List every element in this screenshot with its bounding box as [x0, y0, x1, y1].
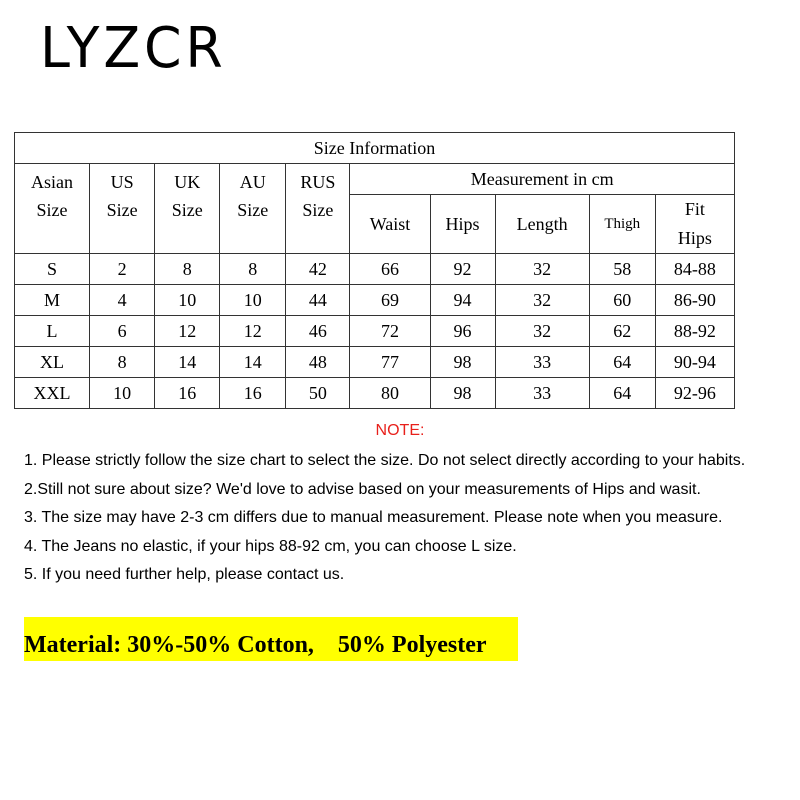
table-cell: 33 — [495, 378, 589, 409]
header-length: Length — [495, 195, 589, 254]
header-hips: Hips — [430, 195, 495, 254]
table-cell: 14 — [155, 347, 220, 378]
note-item: 2.Still not sure about size? We'd love to advise based on your measurements of Hips and wasit. — [24, 480, 701, 498]
table-cell: XXL — [15, 378, 90, 409]
header-us-line1: US — [110, 172, 134, 192]
table-cell: 8 — [90, 347, 155, 378]
material-banner: Material: 30%-50% Cotton, 50% Polyester — [24, 617, 518, 661]
table-cell: 4 — [90, 285, 155, 316]
header-asian-line2: Size — [36, 200, 68, 220]
header-rus-line2: Size — [302, 200, 334, 220]
header-thigh: Thigh — [589, 195, 655, 254]
header-waist: Waist — [350, 195, 430, 254]
table-cell: 48 — [286, 347, 350, 378]
notes-list — [24, 450, 745, 593]
header-uk-size — [155, 164, 220, 254]
table-cell: 8 — [155, 254, 220, 285]
table-cell: 46 — [286, 316, 350, 347]
table-cell: 62 — [589, 316, 655, 347]
table-cell: 10 — [155, 285, 220, 316]
note-item: 4. The Jeans no elastic, if your hips 88-92 cm, you can choose L size. — [24, 537, 517, 555]
header-uk-line1: UK — [174, 172, 201, 192]
header-us-line2: Size — [106, 200, 138, 220]
header-au-line1: AU — [239, 172, 266, 192]
table-cell: 32 — [495, 316, 589, 347]
table-cell: 16 — [220, 378, 286, 409]
table-row — [15, 347, 735, 378]
table-cell: 12 — [220, 316, 286, 347]
header-au-size — [220, 164, 286, 254]
brand-logo: LYZCR — [40, 16, 227, 81]
table-cell: 72 — [350, 316, 430, 347]
table-cell: 86-90 — [655, 285, 734, 316]
table-cell: 14 — [220, 347, 286, 378]
size-table — [14, 132, 735, 409]
table-cell: S — [15, 254, 90, 285]
header-uk-line2: Size — [171, 200, 203, 220]
header-au-line2: Size — [237, 200, 269, 220]
table-cell: 16 — [155, 378, 220, 409]
table-cell: M — [15, 285, 90, 316]
table-cell: 33 — [495, 347, 589, 378]
table-cell: 90-94 — [655, 347, 734, 378]
table-cell: 92 — [430, 254, 495, 285]
table-cell: 32 — [495, 254, 589, 285]
table-cell: 98 — [430, 378, 495, 409]
table-cell: 94 — [430, 285, 495, 316]
table-cell: 8 — [220, 254, 286, 285]
header-asian-size — [15, 164, 90, 254]
table-row — [15, 285, 735, 316]
table-cell: 98 — [430, 347, 495, 378]
header-rus-size — [286, 164, 350, 254]
table-cell: 58 — [589, 254, 655, 285]
table-cell: XL — [15, 347, 90, 378]
table-cell: 69 — [350, 285, 430, 316]
table-cell: 96 — [430, 316, 495, 347]
table-cell: 60 — [589, 285, 655, 316]
table-cell: 84-88 — [655, 254, 734, 285]
table-cell: 32 — [495, 285, 589, 316]
table-cell: 92-96 — [655, 378, 734, 409]
note-title: NOTE: — [375, 422, 425, 439]
table-cell: 10 — [220, 285, 286, 316]
table-cell: 77 — [350, 347, 430, 378]
note-item: 3. The size may have 2-3 cm differs due to manual measurement. Please note when you measure. — [24, 509, 723, 526]
header-rus-line1: RUS — [300, 172, 336, 192]
note-item: 1. Please strictly follow the size chart to select the size. Do not select directly according to your habits. — [24, 452, 746, 469]
header-fit-line1: Fit — [684, 199, 705, 219]
header-asian-line1: Asian — [31, 172, 74, 192]
table-cell: 64 — [589, 347, 655, 378]
table-cell: 88-92 — [655, 316, 734, 347]
header-fit-hips — [655, 195, 734, 254]
header-us-size — [90, 164, 155, 254]
table-cell: 2 — [90, 254, 155, 285]
table-cell: L — [15, 316, 90, 347]
table-cell: 6 — [90, 316, 155, 347]
table-cell: 42 — [286, 254, 350, 285]
measurement-header: Measurement in cm — [350, 164, 735, 195]
table-cell: 80 — [350, 378, 430, 409]
table-cell: 12 — [155, 316, 220, 347]
table-title: Size Information — [15, 133, 735, 164]
table-row — [15, 316, 735, 347]
table-cell: 44 — [286, 285, 350, 316]
table-row — [15, 254, 735, 285]
table-row — [15, 378, 735, 409]
table-cell: 10 — [90, 378, 155, 409]
table-cell: 66 — [350, 254, 430, 285]
table-cell: 50 — [286, 378, 350, 409]
note-item: 5. If you need further help, please contact us. — [24, 566, 345, 583]
table-cell: 64 — [589, 378, 655, 409]
header-fit-line2: Hips — [677, 228, 712, 248]
